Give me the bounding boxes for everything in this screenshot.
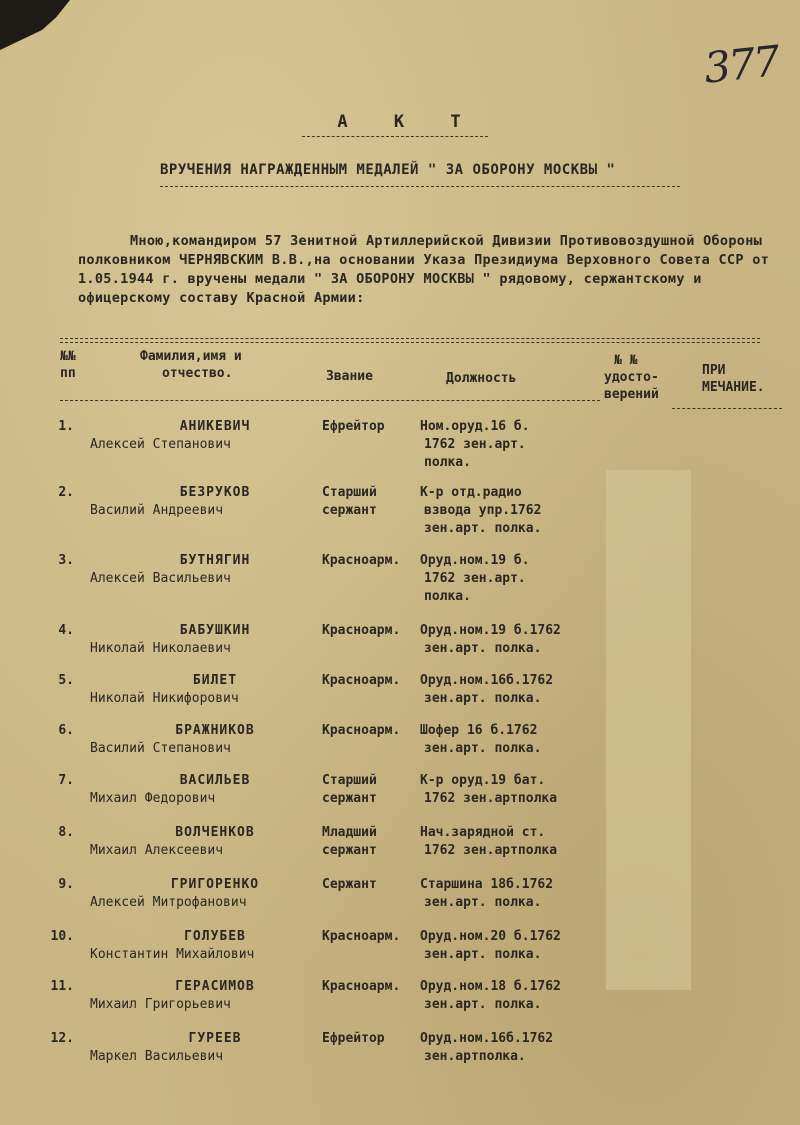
row-rank bbox=[322, 772, 418, 808]
title-letter: Т bbox=[450, 112, 463, 132]
rank-line: Младший bbox=[322, 825, 377, 840]
row-rank bbox=[322, 672, 418, 690]
row-position bbox=[420, 1030, 600, 1066]
document-subtitle: ВРУЧЕНИЯ НАГРАЖДЕННЫМ МЕДАЛЕЙ " ЗА ОБОРОНУ МОСКВЫ " bbox=[160, 162, 616, 178]
position-line: Оруд.ном.18 б.1762 bbox=[420, 979, 561, 994]
col-header-note: ПРИ МЕЧАНИЕ. bbox=[702, 363, 765, 395]
row-position bbox=[420, 672, 600, 708]
rank-line: сержант bbox=[322, 791, 377, 806]
row-surname: ВОЛЧЕНКОВ bbox=[175, 825, 255, 840]
rank-line: сержант bbox=[322, 503, 377, 518]
row-position bbox=[420, 824, 600, 860]
rank-line: Ефрейтор bbox=[322, 1031, 385, 1046]
rank-line: сержант bbox=[322, 843, 377, 858]
row-surname: ГУРЕЕВ bbox=[188, 1031, 242, 1046]
col-header-rank: Звание bbox=[326, 369, 373, 384]
row-surname: ГРИГОРЕНКО bbox=[170, 877, 260, 892]
position-line: зен.арт. полка. bbox=[424, 641, 542, 656]
col-header-name: Фамилия,имя и отчество. bbox=[140, 349, 242, 381]
intro-paragraph: Мною,командиром 57 Зенитной Артиллерийской Дивизии Противовоздушной Обороны полковником ЧЕРНЯВСКИМ В.В.,на основании Указа Президиума Верховного Совета ССР от 1.05.1944 г. вручены медали " ЗА ОБОРОНУ МОСКВЫ " рядовому, сержантскому и офицерскому составу Красной Армии: bbox=[78, 233, 770, 306]
row-surname: БАБУШКИН bbox=[179, 623, 251, 638]
position-line: зен.арт. полка. bbox=[424, 521, 542, 536]
row-given-names: Михаил Григорьевич bbox=[90, 997, 231, 1012]
position-line: полка. bbox=[424, 589, 471, 604]
row-rank bbox=[322, 552, 418, 570]
position-line: полка. bbox=[424, 455, 471, 470]
row-rank bbox=[322, 418, 418, 436]
position-line: Оруд.ном.20 б.1762 bbox=[420, 929, 561, 944]
row-position bbox=[420, 928, 600, 964]
row-surname: БИЛЕТ bbox=[192, 673, 238, 688]
rank-line: Красноарм. bbox=[322, 929, 401, 944]
subtitle-underline bbox=[160, 186, 680, 187]
row-number: 12. bbox=[50, 1031, 74, 1046]
position-line: 1762 зен.артполка bbox=[424, 791, 558, 806]
rank-line: Красноарм. bbox=[322, 553, 401, 568]
row-rank bbox=[322, 876, 418, 894]
position-line: Оруд.ном.19 б.1762 bbox=[420, 623, 561, 638]
row-given-names: Василий Андреевич bbox=[90, 503, 224, 518]
row-position bbox=[420, 622, 600, 658]
row-given-names: Василий Степанович bbox=[90, 741, 231, 756]
col-header-num: №№ пп bbox=[60, 349, 76, 381]
position-line: Оруд.ном.19 б. bbox=[420, 553, 530, 568]
table-top-rule-2 bbox=[60, 342, 760, 343]
row-number: 7. bbox=[58, 773, 74, 788]
col-header-position: Должность bbox=[446, 371, 517, 386]
row-surname: ВАСИЛЬЕВ bbox=[179, 773, 251, 788]
title-letter: К bbox=[393, 112, 407, 132]
position-line: Старшина 18б.1762 bbox=[420, 877, 554, 892]
row-given-names: Николай Никифорович bbox=[90, 691, 239, 706]
rank-line: Красноарм. bbox=[322, 673, 401, 688]
torn-corner bbox=[0, 0, 70, 50]
row-number: 9. bbox=[58, 877, 74, 892]
position-line: Оруд.ном.16б.1762 bbox=[420, 1031, 554, 1046]
row-position bbox=[420, 484, 600, 538]
position-line: Ном.оруд.16 б. bbox=[420, 419, 530, 434]
position-line: К-р отд.радио bbox=[420, 485, 522, 500]
row-position bbox=[420, 418, 600, 472]
row-surname: БУТНЯГИН bbox=[179, 553, 251, 568]
row-number: 11. bbox=[50, 979, 74, 994]
row-rank bbox=[322, 824, 418, 860]
row-number: 5. bbox=[58, 673, 74, 688]
position-line: К-р оруд.19 бат. bbox=[420, 773, 546, 788]
row-position bbox=[420, 772, 600, 808]
title-underline bbox=[302, 136, 488, 137]
position-line: зен.арт. полка. bbox=[424, 691, 542, 706]
row-position bbox=[420, 722, 600, 758]
row-given-names: Алексей Степанович bbox=[90, 437, 231, 452]
row-given-names: Алексей Митрофанович bbox=[90, 895, 247, 910]
row-number: 8. bbox=[58, 825, 74, 840]
position-line: взвода упр.1762 bbox=[424, 503, 542, 518]
row-rank bbox=[322, 484, 418, 520]
rank-line: Красноарм. bbox=[322, 979, 401, 994]
position-line: зен.артполка. bbox=[424, 1049, 526, 1064]
position-line: Шофер 16 б.1762 bbox=[420, 723, 538, 738]
row-given-names: Михаил Алексеевич bbox=[90, 843, 224, 858]
row-number: 2. bbox=[58, 485, 74, 500]
row-given-names: Маркел Васильевич bbox=[90, 1049, 224, 1064]
position-line: Нач.зарядной ст. bbox=[420, 825, 546, 840]
position-line: Оруд.ном.16б.1762 bbox=[420, 673, 554, 688]
row-position bbox=[420, 876, 600, 912]
position-line: 1762 зен.артполка bbox=[424, 843, 558, 858]
row-surname: БЕЗРУКОВ bbox=[179, 485, 251, 500]
row-number: 1. bbox=[58, 419, 74, 434]
note-header-rule bbox=[672, 408, 782, 409]
row-rank bbox=[322, 722, 418, 740]
rank-line: Сержант bbox=[322, 877, 377, 892]
row-position bbox=[420, 978, 600, 1014]
row-surname: БРАЖНИКОВ bbox=[175, 723, 255, 738]
handwritten-page-number: 377 bbox=[701, 36, 781, 93]
position-line: зен.арт. полка. bbox=[424, 997, 542, 1012]
rank-line: Старший bbox=[322, 485, 377, 500]
rank-line: Старший bbox=[322, 773, 377, 788]
rank-line: Красноарм. bbox=[322, 723, 401, 738]
title-letter: А bbox=[337, 112, 350, 132]
row-rank bbox=[322, 978, 418, 996]
row-given-names: Алексей Васильевич bbox=[90, 571, 231, 586]
row-number: 4. bbox=[58, 623, 74, 638]
table-top-rule bbox=[60, 338, 760, 339]
rank-line: Ефрейтор bbox=[322, 419, 385, 434]
col-header-cert: № № удосто- верений bbox=[604, 353, 659, 402]
row-given-names: Михаил Федорович bbox=[90, 791, 216, 806]
position-line: 1762 зен.арт. bbox=[424, 571, 526, 586]
rank-line: Красноарм. bbox=[322, 623, 401, 638]
redacted-cert-column bbox=[606, 470, 691, 990]
row-rank bbox=[322, 1030, 418, 1048]
row-surname: ГЕРАСИМОВ bbox=[175, 979, 255, 994]
row-number: 3. bbox=[58, 553, 74, 568]
row-surname: АНИКЕВИЧ bbox=[179, 419, 251, 434]
table-header-rule bbox=[60, 400, 600, 401]
document-title bbox=[0, 112, 800, 132]
position-line: зен.арт. полка. bbox=[424, 895, 542, 910]
row-rank bbox=[322, 622, 418, 640]
row-number: 10. bbox=[50, 929, 74, 944]
position-line: 1762 зен.арт. bbox=[424, 437, 526, 452]
row-given-names: Николай Николаевич bbox=[90, 641, 231, 656]
row-rank bbox=[322, 928, 418, 946]
position-line: зен.арт. полка. bbox=[424, 741, 542, 756]
position-line: зен.арт. полка. bbox=[424, 947, 542, 962]
row-number: 6. bbox=[58, 723, 74, 738]
row-given-names: Константин Михайлович bbox=[90, 947, 255, 962]
row-position bbox=[420, 552, 600, 606]
row-surname: ГОЛУБЕВ bbox=[184, 929, 246, 944]
